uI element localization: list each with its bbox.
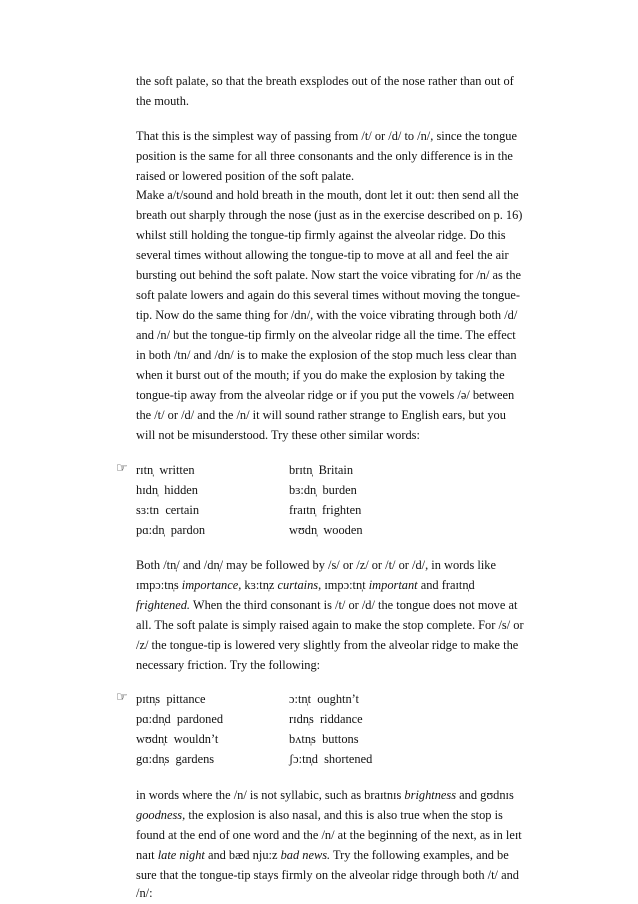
word-item: hɪdn̩ hidden: [136, 483, 198, 497]
pointing-hand-icon: ☞: [116, 461, 128, 476]
para2-line-3: frightened. When the third consonant is /t/ or /d/ the tongue does not move at: [136, 598, 518, 612]
para3-line-5: sure that the tongue-tip stays firmly on the alveolar ridge through both /t/ and: [136, 868, 519, 882]
para3-line-6: /n/:: [136, 886, 153, 900]
para1-line-16: will not be misunderstood. Try these other similar words:: [136, 428, 420, 442]
para1-line-12: in both /tn/ and /dn/ is to make the explosion of the stop much less clear than: [136, 348, 517, 362]
para1-line-10: tip. Now do the same thing for /dn/, with the voice vibrating through both /d/: [136, 308, 518, 322]
word-item: sɜ:tn certain: [136, 503, 200, 517]
para3-line-2: goodness, the explosion is also nasal, and this is also true when the stop is: [136, 808, 503, 822]
para3-line-4: naɪt late night and bæd nju:z bad news. Try the following examples, and be: [136, 848, 509, 862]
para3-line-1: in words where the /n/ is not syllabic, such as braɪtnɪs brightness and gʊdnɪs: [136, 788, 514, 802]
para2-line-2: ɪmpɔ:tn̩s importance, kɜ:tn̩z curtains, ɪmpɔ:tn̩t important and fraɪtn̩d: [136, 578, 475, 592]
para2-line-4: all. The soft palate is simply raised again to make the stop complete. For /s/ or: [136, 618, 524, 632]
para1-line-7: several times without allowing the tongue-tip to move at all and feel the air: [136, 248, 509, 262]
word-item: ɔ:tn̩t oughtn’t: [289, 692, 359, 706]
para1-line-6: whilst still holding the tongue-tip firmly against the alveolar ridge. Do this: [136, 228, 506, 242]
word-item: rɪdn̩s riddance: [289, 712, 363, 726]
para1-line-5: breath out sharply through the nose (just as in the exercise described on p. 16): [136, 208, 523, 222]
para1-line-11: and /n/ but the tongue-tip firmly on the alveolar ridge all the time. The effect: [136, 328, 516, 342]
intro-line-1: the soft palate, so that the breath exsplodes out of the nose rather than out of: [136, 74, 514, 88]
intro-line-2: the mouth.: [136, 94, 189, 108]
word-item: ʃɔ:tn̩d shortened: [289, 752, 373, 766]
para1-line-2: position is the same for all three consonants and the only difference is in the: [136, 149, 513, 163]
para1-line-15: the /t/ or /d/ and the /n/ it will sound rather strange to English ears, but you: [136, 408, 506, 422]
para1-line-1: That this is the simplest way of passing from /t/ or /d/ to /n/, since the tongue: [136, 129, 517, 143]
para2-line-1: Both /tn̩/ and /dn̩/ may be followed by /s/ or /z/ or /t/ or /d/, in words like: [136, 558, 496, 572]
pointing-hand-icon: ☞: [116, 690, 128, 705]
para1-line-8: bursting out behind the soft palate. Now start the voice vibrating for /n/ as the: [136, 268, 522, 282]
para1-line-9: soft palate lowers and again do this several times without moving the tongue-: [136, 288, 521, 302]
para3-line-3: found at the end of one word and the /n/ at the beginning of the next, as in leɪt: [136, 828, 522, 842]
para2-line-6: necessary friction. Try the following:: [136, 658, 321, 672]
para1-line-4: Make a/t/sound and hold breath in the mouth, dont let it out: then send all the: [136, 188, 519, 202]
para1-line-3: raised or lowered position of the soft palate.: [136, 169, 355, 183]
word-item: bɜ:dn̩ burden: [289, 483, 357, 497]
para2-line-5: /z/ the tongue-tip is lowered very slightly from the alveolar ridge to make the: [136, 638, 519, 652]
para1-line-13: when it burst out of the mouth; if you do make the explosion by taking the: [136, 368, 505, 382]
word-item: fraɪtn̩ frighten: [289, 503, 362, 517]
word-item: wʊdn̩ wooden: [289, 523, 363, 537]
para1-line-14: tongue-tip away from the alveolar ridge or if you put the vowels /ə/ between: [136, 388, 515, 402]
word-item: rɪtn̩ written: [136, 463, 195, 477]
word-item: bʌtn̩s buttons: [289, 732, 359, 746]
word-item: pɪtn̩s pittance: [136, 692, 206, 706]
word-item: pɑ:dn̩d pardoned: [136, 712, 224, 726]
word-item: brɪtn̩ Britain: [289, 463, 354, 477]
word-item: gɑ:dn̩s gardens: [136, 752, 215, 766]
word-item: wʊdn̩t wouldn’t: [136, 732, 219, 746]
word-item: pɑ:dn̩ pardon: [136, 523, 206, 537]
